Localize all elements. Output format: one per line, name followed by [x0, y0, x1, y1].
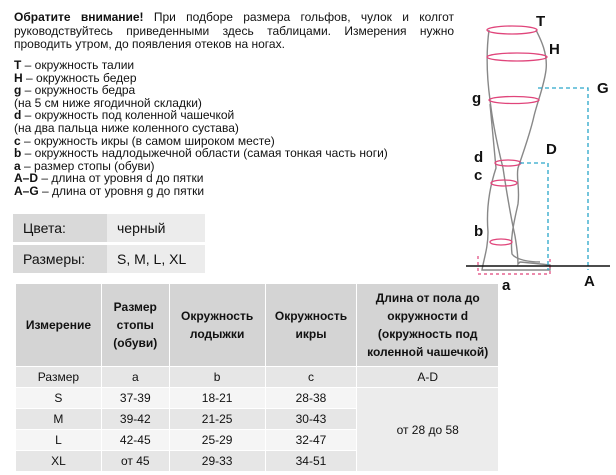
legend-desc: – длина от уровня d до пятки [38, 171, 204, 186]
label-T: T [536, 13, 546, 30]
ring-hips [487, 53, 547, 61]
table-cell: 28-38 [265, 388, 357, 409]
sizes-label: Размеры: [13, 245, 107, 273]
label-A: A [584, 273, 595, 290]
header-length: Длина от пола до окружности d (окружность под коленной чашечкой) [357, 284, 499, 367]
legend-key: a [14, 158, 21, 173]
label-c: c [474, 167, 483, 184]
label-d: d [474, 149, 484, 166]
ring-ankle [490, 239, 512, 245]
table-cell: a [101, 367, 169, 388]
legend-desc: – окружность под коленной чашечкой [21, 108, 235, 123]
legend-key: T [14, 58, 22, 72]
legend-key: g [14, 83, 22, 98]
header-measurement: Измерение [16, 284, 102, 367]
table-cell: M [16, 409, 102, 430]
table-row [16, 388, 499, 409]
table-cell: Размер [16, 367, 102, 388]
table-cell: 32-47 [265, 430, 357, 451]
header-foot-size: Размер стопы (обуви) [101, 284, 169, 367]
table-cell: от 45 [101, 451, 169, 472]
table-cell: 25-29 [169, 430, 265, 451]
colors-row [13, 214, 205, 242]
label-H: H [549, 41, 560, 58]
foot-length-marker [478, 256, 550, 274]
table-cell: 37-39 [101, 388, 169, 409]
intro-paragraph [14, 11, 454, 52]
table-cell: 18-21 [169, 388, 265, 409]
label-g: g [472, 90, 482, 107]
product-spec-table [13, 211, 205, 276]
table-header-row [16, 284, 499, 367]
label-G: G [597, 80, 609, 97]
table-cell: L [16, 430, 102, 451]
table-cell: 29-33 [169, 451, 265, 472]
legend-key: A–D [14, 171, 39, 186]
sizes-value: S, M, L, XL [107, 245, 205, 273]
legend-desc: – окружность бедер [22, 70, 137, 85]
leg-outline [482, 30, 550, 270]
label-b: b [474, 223, 484, 240]
label-D: D [546, 141, 557, 158]
ring-thigh [489, 97, 539, 104]
table-cell: 39-42 [101, 409, 169, 430]
table-cell: b [169, 367, 265, 388]
attention-label: Обратите внимание! [14, 10, 144, 24]
colors-label: Цвета: [13, 214, 107, 242]
header-calf: Окружность икры [265, 284, 357, 367]
legend-key: A–G [14, 183, 39, 198]
table-cell: A-D [357, 367, 499, 388]
table-cell: 30-43 [265, 409, 357, 430]
header-ankle: Окружность лодыжки [169, 284, 265, 367]
legend-key: b [14, 146, 22, 161]
label-a: a [502, 277, 511, 294]
table-cell: c [265, 367, 357, 388]
leg-measurement-diagram [460, 8, 616, 298]
guide-g [538, 88, 588, 270]
table-cell: 21-25 [169, 409, 265, 430]
legend-desc: – размер стопы (обуви) [20, 158, 155, 173]
ring-knee [495, 160, 521, 166]
leg-outline [511, 30, 546, 262]
size-chart-table [15, 283, 499, 472]
sizes-row [13, 245, 205, 273]
legend-desc: – длина от уровня g до пятки [38, 183, 205, 198]
legend-desc: – окружность икры (в самом широком месте) [20, 133, 275, 148]
legend-desc: – окружность талии [21, 58, 135, 72]
colors-value: черный [107, 214, 205, 242]
table-cell: S [16, 388, 102, 409]
legend-key: d [14, 108, 22, 123]
table-cell: 34-51 [265, 451, 357, 472]
legend-key: H [14, 70, 23, 85]
table-cell: XL [16, 451, 102, 472]
table-subheader-row [16, 367, 499, 388]
table-cell: 42-45 [101, 430, 169, 451]
guide-d [520, 163, 548, 270]
legend-desc: – окружность бедра [21, 83, 136, 98]
length-range-cell: от 28 до 58 [357, 388, 499, 472]
legend-key: c [14, 133, 21, 148]
legend-item [14, 185, 454, 198]
legend-desc: – окружность надлодыжечной области (самая тонкая часть ноги) [21, 146, 388, 161]
ring-waist [487, 26, 537, 34]
legend-desc: (на 5 см ниже ягодичной складки) [14, 95, 202, 110]
measurement-legend [14, 59, 454, 198]
ring-calf [491, 180, 517, 186]
legend-desc: (на два пальца ниже коленного сустава) [14, 120, 239, 135]
intro-text: При подборе размера гольфов, чулок и колгот руководствуйтесь приведенными здесь таблицами. Измерения нужно проводить утром, до появления отеков на ногах. [14, 10, 455, 52]
